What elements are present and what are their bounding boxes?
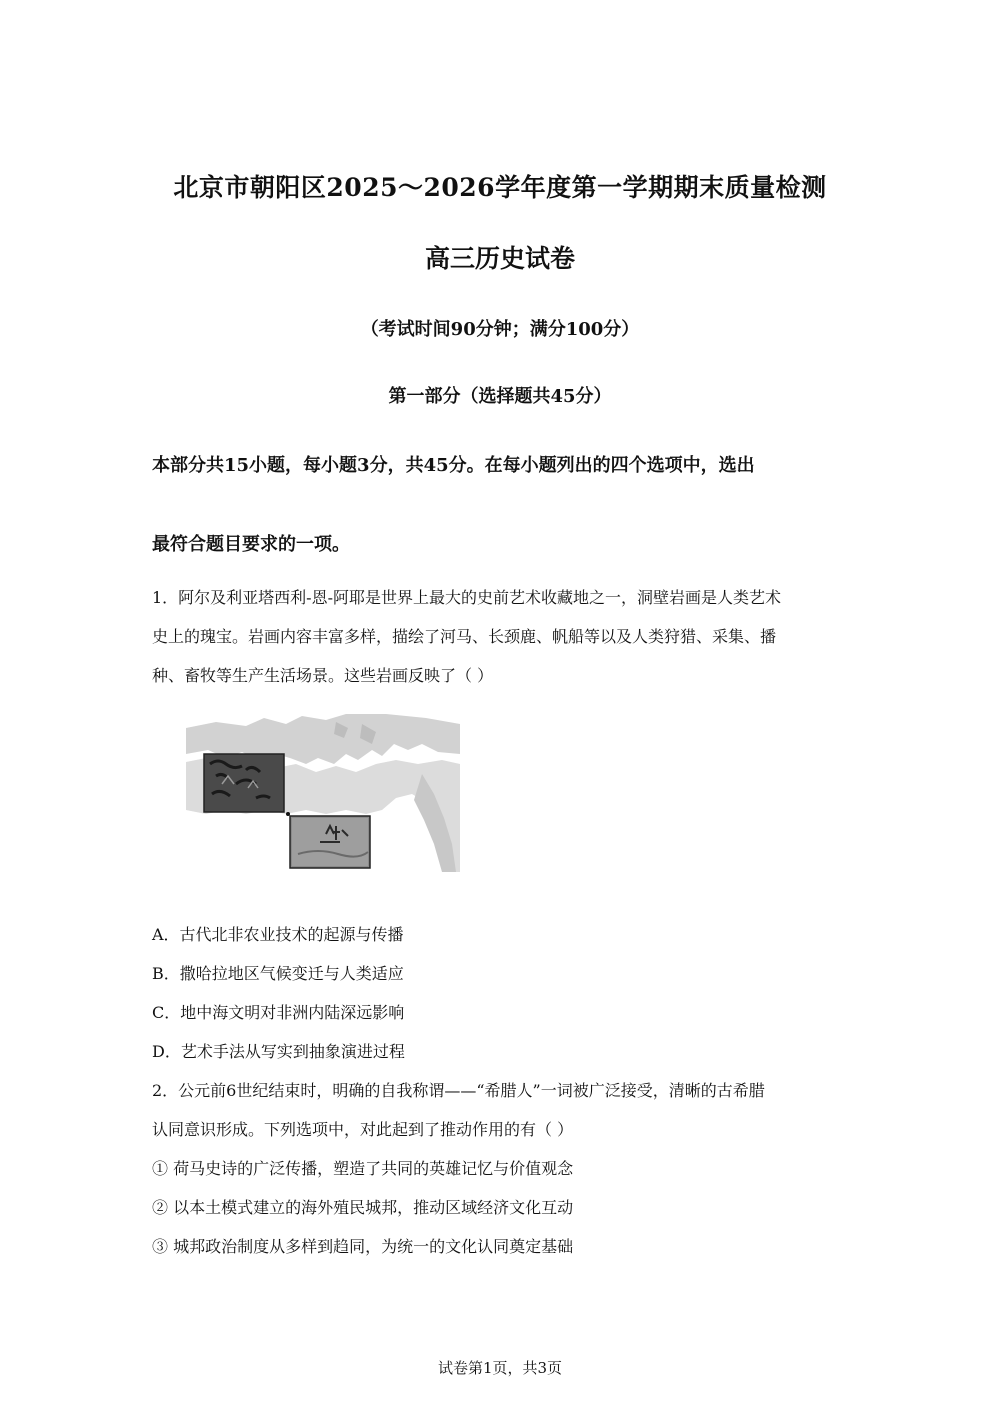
rock-art-map-figure [186, 714, 460, 872]
part-title: 第一部分（选择题共45分） [388, 386, 612, 407]
question-1-option-b: B．撒哈拉地区气候变迁与人类适应 [152, 964, 404, 983]
page-footer: 试卷第1页，共3页 [437, 1359, 563, 1377]
exam-time-score: （考试时间90分钟；满分100分） [360, 319, 640, 340]
exam-title: 北京市朝阳区2025～2026学年度第一学期期末质量检测 [173, 173, 827, 202]
question-1-option-c: C．地中海文明对非洲内陆深远影响 [152, 1003, 405, 1022]
map-illustration [186, 714, 460, 872]
part-instruction-line-2: 最符合题目要求的一项。 [152, 534, 350, 555]
question-2-statement-1: ① 荷马史诗的广泛传播，塑造了共同的英雄记忆与价值观念 [152, 1159, 574, 1178]
question-1-option-d: D．艺术手法从写实到抽象演进过程 [152, 1042, 405, 1061]
exam-subtitle: 高三历史试卷 [424, 244, 575, 273]
question-1-option-a: A．古代北非农业技术的起源与传播 [152, 925, 404, 944]
part-instruction-line-1: 本部分共15小题，每小题3分，共45分。在每小题列出的四个选项中，选出 [152, 455, 755, 476]
question-1-line-2: 史上的瑰宝。岩画内容丰富多样，描绘了河马、长颈鹿、帆船等以及人类狩猎、采集、播 [152, 627, 777, 646]
question-2-statement-2: ② 以本土模式建立的海外殖民城邦，推动区域经济文化互动 [152, 1198, 574, 1217]
question-2-statement-3: ③ 城邦政治制度从多样到趋同，为统一的文化认同奠定基础 [152, 1237, 574, 1256]
question-1-line-1: 1．阿尔及利亚塔西利-恩-阿耶是世界上最大的史前艺术收藏地之一，洞壁岩画是人类艺术 [152, 588, 781, 607]
question-2-line-2: 认同意识形成。下列选项中，对此起到了推动作用的有（ ） [152, 1120, 574, 1139]
question-1-line-3: 种、畜牧等生产生活场景。这些岩画反映了（ ） [152, 666, 494, 685]
question-2-line-1: 2．公元前6世纪结束时，明确的自我称谓——“希腊人”一词被广泛接受，清晰的古希腊 [152, 1081, 765, 1100]
